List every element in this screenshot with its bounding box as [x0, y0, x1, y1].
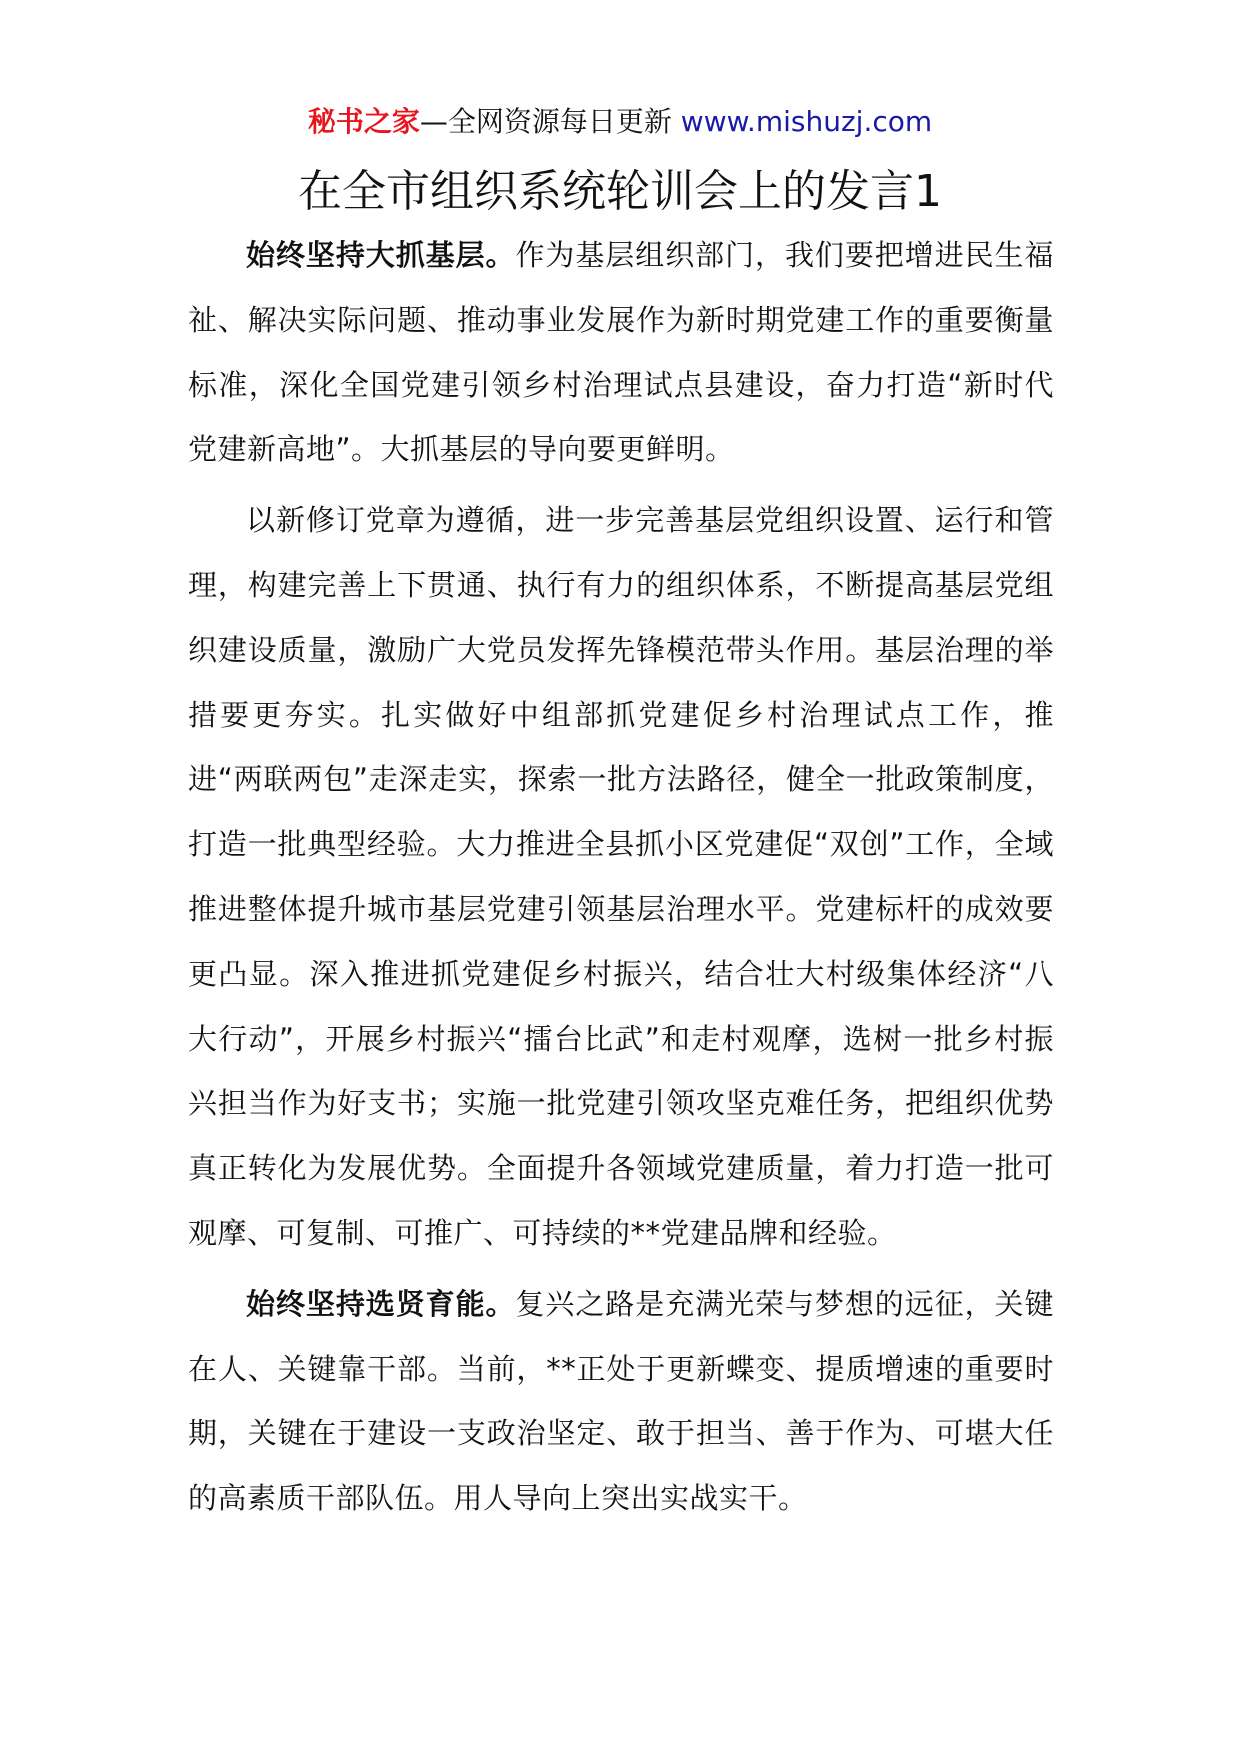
site-brand: 秘书之家 [307, 105, 420, 138]
paragraph-talent-selection [188, 1272, 1054, 1531]
paragraph-text: 作为基层组织部门，我们要把增进民生福祉、解决实际问题、推动事业发展作为新时期党建工作的重要衡量标准，深化全国党建引领乡村治理试点县建设，奋力打造“新时代党建新高地”。大抓基层的导向要更鲜明。 [188, 238, 1054, 467]
document-body [188, 223, 1054, 1531]
site-url-link[interactable]: www.mishuzj.com [680, 105, 933, 138]
paragraph-grassroots [188, 223, 1054, 482]
paragraph-text: 以新修订党章为遵循，进一步完善基层党组织设置、运行和管理，构建完善上下贯通、执行有力的组织体系，不断提高基层党组织建设质量，激励广大党员发挥先锋模范带头作用。基层治理的举措要更夯实。扎实做好中组部抓党建促乡村治理试点工作，推进“两联两包”走深走实，探索一批方法路径，健全一批政策制度，打造一批典型经验。大力推进全县抓小区党建促“双创”工作，全域推进整体提升城市基层党建引领基层治理水平。党建标杆的成效要更凸显。深入推进抓党建促乡村振兴，结合壮大村级集体经济“八大行动”，开展乡村振兴“擂台比武”和走村观摩，选树一批乡村振兴担当作为好支书；实施一批党建引领攻坚克难任务，把组织优势真正转化为发展优势。全面提升各领域党建质量，着力打造一批可观摩、可复制、可推广、可持续的**党建品牌和经验。 [188, 503, 1054, 1250]
paragraph-text: 复兴之路是充满光荣与梦想的远征，关键在人、关键靠干部。当前，**正处于更新蝶变、提质增速的重要时期，关键在于建设一支政治坚定、敢于担当、善于作为、可堪大任的高素质干部队伍。用人导向上突出实战实干。 [188, 1286, 1054, 1516]
site-tagline: —全网资源每日更新 [419, 105, 672, 138]
paragraph-party-constitution [188, 488, 1054, 1266]
site-header [0, 100, 1240, 144]
document-title: 在全市组织系统轮训会上的发言1 [298, 166, 942, 217]
paragraph-lead: 始终坚持选贤育能。 [246, 1286, 516, 1321]
paragraph-lead: 始终坚持大抓基层。 [246, 238, 516, 272]
